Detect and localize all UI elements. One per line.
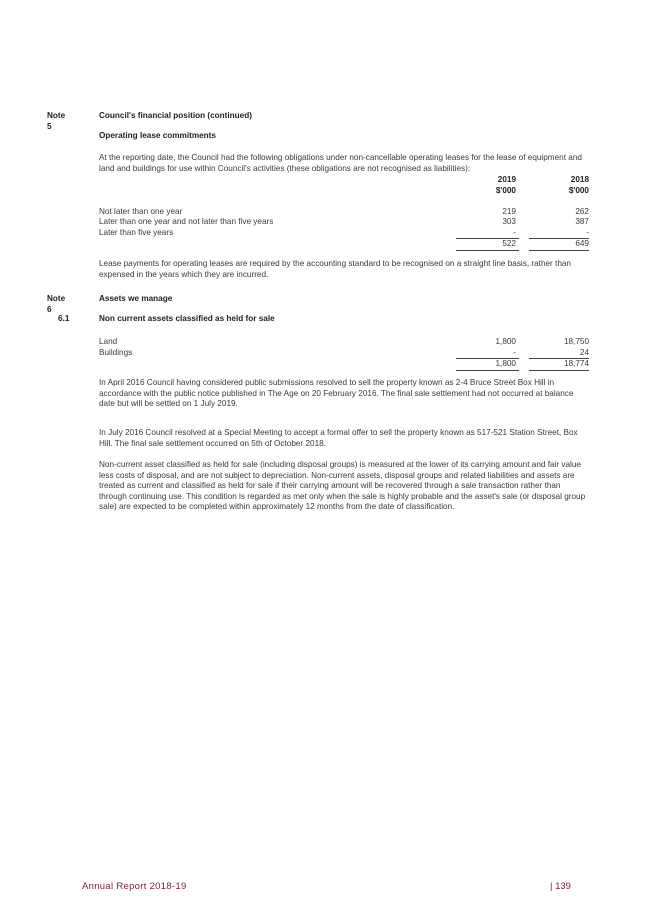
table-row xyxy=(99,337,589,348)
table-row xyxy=(99,217,589,228)
row-label: Later than five years xyxy=(99,227,174,237)
operating-lease-intro: At the reporting date, the Council had the following obligations under non-cancellable operating leases for the lease of equipment and land and buildings for use within Council's activities (these obligations are not recognised as liabilities): xyxy=(99,153,582,173)
col-2019-unit: $'000 xyxy=(495,185,516,195)
total-2018: 649 xyxy=(529,239,589,251)
row-label: Not later than one year xyxy=(99,206,183,216)
footer-page-number: | 139 xyxy=(550,881,571,892)
row-value-2018: 18,750 xyxy=(563,337,589,346)
operating-lease-table xyxy=(99,175,589,251)
row-label: Buildings xyxy=(99,347,133,357)
table-row xyxy=(99,348,589,359)
row-value-2019: 303 xyxy=(502,217,516,226)
row-value-2018: 387 xyxy=(575,217,589,226)
station-street-paragraph: In July 2016 Council resolved at a Special Meeting to accept a formal offer to sell the property known as 517-521 Station Street, Box Hill. The final sale settlement occurred on 5th of October 2018. xyxy=(99,428,578,448)
held-for-sale-policy-paragraph: Non-current asset classified as held for sale (including disposal groups) is measured at the lower of its carrying amount and fair value less costs of disposal, and are not subject to depreciation. Non-current assets, disposal groups and related liabilities and assets are treated as current and classified as held for sale if their carrying amount will be recovered through a sale transaction rather than through continuing use. This condition is regarded as met only when the sale is highly probable and the asset's sale (or disposal group sale) are expected to be completed within approximately 12 months from the date of classification. xyxy=(99,460,586,511)
row-value-2018: 24 xyxy=(579,347,589,357)
table-spacer xyxy=(99,196,589,207)
bruce-street-paragraph: In April 2016 Council having considered public submissions resolved to sell the property known as 2-4 Bruce Street Box Hill in accordance with the public notice published in The Age on 20 February 2016. The final sale settlement had not occurred at balance date but will be settled on 1 July 2019. xyxy=(99,378,574,408)
table-header-years xyxy=(99,175,589,186)
row-label: Later than one year and not later than five years xyxy=(99,217,274,226)
operating-lease-outro: Lease payments for operating leases are required by the accounting standard to be recognised on a straight line basis, rather than expensed in the years which they are incurred. xyxy=(99,259,571,279)
table-row xyxy=(99,207,589,218)
note-5-number: Note 5 xyxy=(47,111,66,131)
table-row xyxy=(99,228,589,239)
note-6-1-number: 6.1 xyxy=(58,314,70,323)
col-2019-year: 2019 xyxy=(497,175,516,184)
table-header-units xyxy=(99,186,589,197)
row-value-2019: 219 xyxy=(502,206,516,216)
table-total-row xyxy=(99,239,589,251)
col-2018-year: 2018 xyxy=(570,175,589,184)
note-6-number: Note 6 xyxy=(47,294,66,314)
total-2019: 522 xyxy=(456,239,519,251)
col-2018-unit: $'000 xyxy=(568,185,589,195)
table-total-row xyxy=(99,359,589,371)
row-value-2018: - xyxy=(586,227,589,237)
row-value-2019: - xyxy=(513,347,516,357)
total-2018: 18,774 xyxy=(529,359,589,371)
row-label: Land xyxy=(99,337,118,346)
note-5-title: Council's financial position (continued) xyxy=(99,111,252,120)
note-6-title: Assets we manage xyxy=(99,294,173,303)
footer-report-title: Annual Report 2018-19 xyxy=(82,881,187,892)
held-for-sale-heading: Non current assets classified as held for sale xyxy=(99,314,275,323)
total-2019: 1,800 xyxy=(456,359,519,371)
operating-lease-heading: Operating lease commitments xyxy=(99,131,216,140)
held-for-sale-table xyxy=(99,337,589,371)
row-value-2018: 262 xyxy=(575,206,589,216)
row-value-2019: 1,800 xyxy=(495,337,516,346)
row-value-2019: - xyxy=(513,227,516,237)
